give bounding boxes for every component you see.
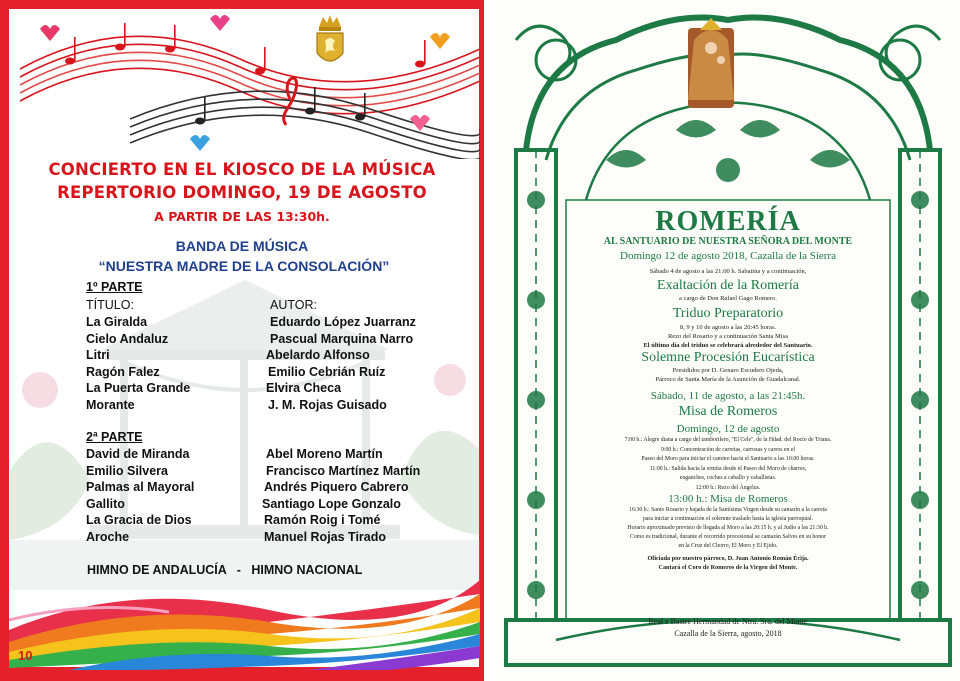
piece-author: Francisco Martínez Martín [266, 463, 421, 478]
event-heading: Exaltación de la Romería [657, 278, 799, 293]
piece-title: Palmas al Mayoral [86, 480, 195, 494]
schedule-line: enganches, coches a caballo y caballistas. [679, 475, 777, 481]
romeria-title: ROMERÍA [655, 206, 801, 237]
event-line: Rezo del Rosario y a continuación Santa Misa [667, 333, 789, 340]
romeria-subtitle: AL SANTUARIO DE NUESTRA SEÑORA DEL MONTE [603, 236, 853, 247]
schedule-line: en la Cruz del Chorro, El Moro y El Ejido. [678, 543, 778, 549]
event-line: a cargo de Don Rafael Gago Romero. [679, 295, 777, 302]
band-heading: BANDA DE MÚSICA [175, 238, 309, 254]
schedule-line: 11:00 h.: Salida hacia la ermita desde el Paseo del Moro de charres, [649, 466, 807, 472]
piece-author: Santiago Lope Gonzalo [262, 496, 401, 511]
rainbow-wave-decoration [9, 560, 480, 670]
repertoire-date: REPERTORIO DOMINGO, 19 DE AGOSTO [57, 183, 427, 202]
schedule-line: Oficiada por nuestro párroco, D. Juan Antonio Román Écija. [647, 555, 809, 562]
event-heading: Domingo, 12 de agosto [676, 423, 780, 435]
piece-title: La Puerta Grande [86, 381, 191, 395]
piece-title: Litri [86, 348, 110, 362]
red-frame-top [0, 0, 484, 9]
piece-author: Abelardo Alfonso [266, 348, 370, 362]
event-heading: Sábado, 11 de agosto, a las 21:45h. [650, 390, 806, 402]
piece-title: Cielo Andaluz [86, 331, 169, 346]
red-frame-left [0, 0, 9, 681]
event-heading: 13:00 h.: Misa de Romeros [668, 493, 788, 505]
footer-brotherhood: Real e Ilustre Hermandad de Ntra. Sra. del Monte [648, 617, 808, 626]
piece-title: Morante [86, 397, 135, 412]
schedule-line: 16:30 h.: Santo Rosario y bajada de la Santísima Virgen desde su camarín a la carreta [629, 507, 827, 513]
band-name: “NUESTRA MADRE DE LA CONSOLACIÓN” [98, 258, 390, 274]
schedule-line: Paseo del Moro para iniciar el camino hacia el Santuario a las 10:00 horas. [641, 456, 815, 462]
schedule-line: Horario aproximado previsto de llegada al Moro a las 20:15 h. y al Judío a las 21:30 h. [627, 525, 829, 531]
municipal-crest-icon [313, 13, 347, 69]
event-line: El último día del triduo se celebrará alrededor del Santuario. [643, 342, 813, 349]
piece-title: La Gracia de Dios [86, 513, 192, 527]
event-heading: Misa de Romeros [678, 404, 778, 419]
romeria-date: Domingo 12 de agosto 2018, Cazalla de la Sierra [620, 250, 836, 262]
page-number: 10 [18, 648, 33, 663]
piece-title: Emilio Silvera [86, 463, 168, 478]
piece-title: Ragón Falez [86, 364, 160, 379]
piece-author: Ramón Roig i Tomé [264, 513, 381, 527]
piece-author: J. M. Rojas Guisado [268, 397, 387, 412]
virgin-image-icon [688, 18, 734, 108]
start-time: A PARTIR DE LAS 13:30h. [154, 209, 330, 224]
piece-author: Manuel Rojas Tirado [264, 529, 387, 544]
piece-title: Gallito [86, 496, 125, 511]
piece-title: Aroche [86, 529, 130, 544]
piece-title: La Giralda [86, 315, 148, 329]
event-line: Sábado 4 de agosto a las 21:00 h. Sabatina y a continuación, [649, 268, 807, 275]
piece-author: Elvira Checa [266, 381, 342, 395]
footer-place-date: Cazalla de la Sierra, agosto, 2018 [674, 629, 782, 638]
event-heading: Triduo Preparatorio [672, 306, 784, 321]
piece-author: Eduardo López Juarranz [270, 315, 416, 329]
column-author-header: AUTOR: [270, 298, 317, 312]
piece-author: Andrés Piquero Cabrero [264, 480, 409, 494]
event-line: Párroco de Santa María de la Asunción de Guadalcanal. [655, 376, 801, 383]
schedule-line: para iniciar a continuación el solemne traslado hasta la iglesia parroquial. [642, 516, 814, 522]
concert-title: CONCIERTO EN EL KIOSCO DE LA MÚSICA [48, 160, 436, 179]
schedule-line: Como es tradicional, durante el recorrido procesional se cantarán Salves en su honor [630, 534, 826, 540]
schedule-line: Cantará el Coro de Romeros de la Virgen del Monte. [658, 564, 798, 571]
anthems-line: HIMNO DE ANDALUCÍA - HIMNO NACIONAL [87, 563, 363, 577]
event-line: 8, 9 y 10 de agosto a las 20:45 horas. [679, 324, 777, 331]
schedule-line: 9:00 h.: Concentración de carretas, carrozas y carros en el [660, 447, 796, 453]
piece-author: Pascual Marquina Narro [270, 331, 414, 346]
part1-heading: 1º PARTE [86, 280, 143, 294]
part2-heading: 2ª PARTE [86, 430, 143, 444]
piece-author: Emilio Cebrián Ruíz [268, 364, 386, 379]
ornamental-frame [496, 0, 960, 681]
piece-author: Abel Moreno Martín [266, 447, 383, 461]
event-line: Presididos por D. Genaro Escudero Ojeda, [672, 367, 784, 374]
schedule-line: 12:00 h.: Rezo del Ángelus. [695, 485, 761, 491]
piece-title: David de Miranda [86, 447, 190, 461]
schedule-line: 7:00 h.: Alegre diana a cargo del tamborilero, "El Cele", de la Hdad. del Rocío de Triana. [624, 437, 832, 443]
music-notes-decoration [10, 9, 480, 159]
event-heading: Solemne Procesión Eucarística [641, 350, 815, 365]
romeria-poster [496, 0, 960, 681]
column-title-header: TÍTULO: [86, 298, 134, 312]
